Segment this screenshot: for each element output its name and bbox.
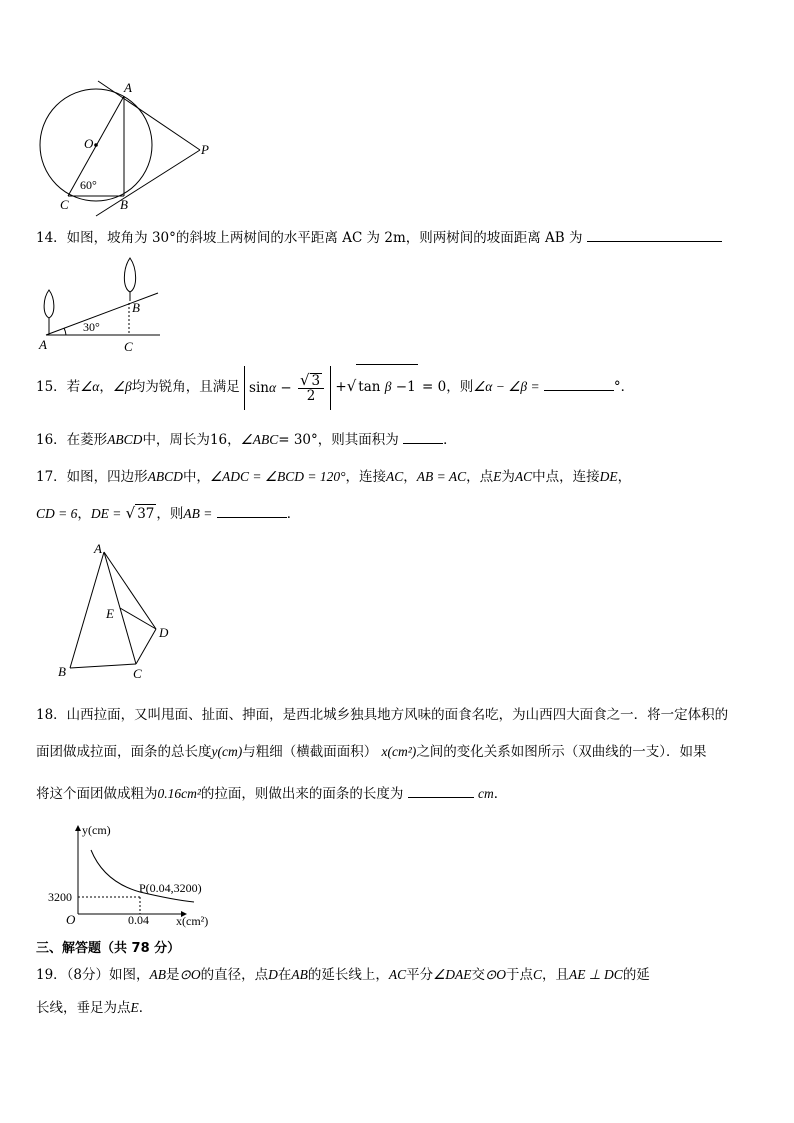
hyperbola-graph xyxy=(44,822,224,932)
question-19-line-2: 长线，垂足为点E． xyxy=(36,1000,153,1016)
side-bc xyxy=(70,664,136,668)
q17-answer-blank[interactable] xyxy=(217,505,287,518)
label-p: P xyxy=(201,142,209,157)
question-18-line-2: 面团做成拉面，面条的总长度y(cm)与粗细（横截面面积） x(cm²)之间的变化关系如图所示（双曲线的一支）．如果 xyxy=(36,744,707,760)
q16-answer-blank[interactable] xyxy=(403,431,443,444)
side-ab xyxy=(70,552,104,668)
label-o: O xyxy=(84,136,94,151)
sqrt-tan: tan β −1 xyxy=(356,364,417,409)
question-14 xyxy=(36,229,722,247)
angle-arc xyxy=(64,328,66,335)
q18-answer-blank[interactable] xyxy=(408,785,474,798)
tangent-line-bp xyxy=(96,150,200,216)
side-cd xyxy=(136,629,156,664)
quadrilateral-figure xyxy=(56,540,186,685)
tree-b-icon xyxy=(124,258,135,301)
question-16: 16．在菱形ABCD中，周长为16，∠ABC= 30°，则其面积为 ． xyxy=(36,432,457,448)
label-b: B xyxy=(132,300,140,315)
section-3-title: 三、解答题（共 78 分） xyxy=(36,941,181,956)
center-dot xyxy=(94,143,98,147)
slope-figure xyxy=(36,256,176,356)
origin-label: O xyxy=(66,912,76,927)
y-tick-label: 3200 xyxy=(48,890,72,904)
label-30: 30° xyxy=(83,320,100,334)
tree-a-icon xyxy=(44,290,54,334)
label-a: A xyxy=(39,337,47,352)
x-tick-label: 0.04 xyxy=(128,913,149,927)
label-c: C xyxy=(133,666,142,681)
question-18-line-1: 18．山西拉面，又叫甩面、扯面、抻面，是西北城乡独具地方风味的面食名吃，为山西四大面食之一．将一定体积的 xyxy=(36,707,729,723)
label-b: B xyxy=(58,664,66,679)
question-15: 15．若∠α，∠β均为锐角，且满足 sinα − $\frac{√ 3}{2}$ +√ tan β −1 = 0，则∠α − ∠β = °． xyxy=(36,364,634,410)
point-label: P(0.04,3200) xyxy=(139,881,202,895)
q15-answer-blank[interactable] xyxy=(544,378,614,391)
label-angle-60: 60° xyxy=(80,178,97,192)
question-17-line-2: CD = 6，DE = √ 37 ，则AB = ． xyxy=(36,504,301,522)
label-c: C xyxy=(60,197,69,212)
slope-line xyxy=(46,293,158,335)
label-b: B xyxy=(120,197,128,212)
label-a: A xyxy=(124,80,132,95)
label-c: C xyxy=(124,339,133,354)
label-d: D xyxy=(159,625,169,640)
q14-answer-blank[interactable] xyxy=(587,229,722,242)
label-e: E xyxy=(106,606,114,621)
absolute-value: sinα − $\frac{√ 3}{2}$ xyxy=(244,366,331,410)
x-axis-label: x(cm²) xyxy=(176,914,209,928)
circle-tangent-figure xyxy=(38,78,228,223)
question-18-line-3: 将这个面团做成粗为0.16cm²的拉面，则做出来的面条的长度为 cm． xyxy=(36,786,508,802)
y-axis-label: y(cm) xyxy=(82,823,111,837)
question-17-line-1: 17．如图，四边形ABCD中，∠ADC = ∠BCD = 120°，连接AC，AB = AC，点E为AC中点，连接DE， xyxy=(36,469,632,485)
question-19-line-1: 19．（8分）如图，AB是⊙O的直径，点D在AB的延长线上，AC平分∠DAE交⊙O于点C，且AE ⊥ DC的延 xyxy=(36,967,650,983)
label-a: A xyxy=(94,541,102,556)
q14-text: 14．如图，坡角为 30°的斜坡上两树间的水平距离 AC 为 2m，则两树间的坡面距离 AB 为 xyxy=(36,230,583,246)
